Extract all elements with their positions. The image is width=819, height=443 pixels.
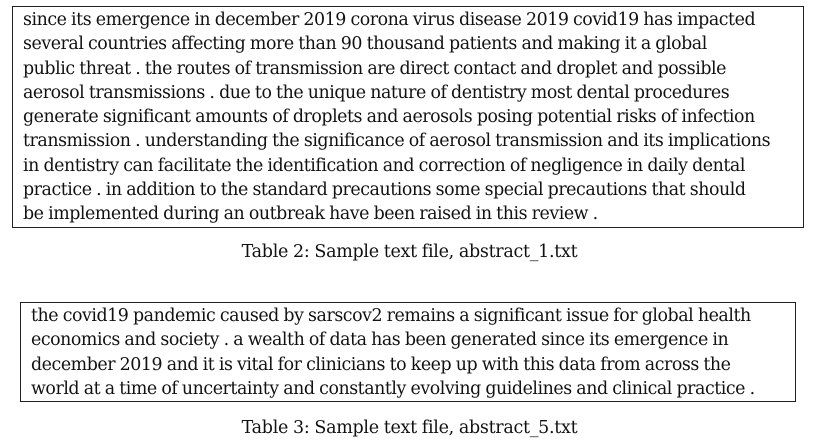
sample-text-table-abstract-1: [12, 6, 804, 228]
text-line: aerosol transmissions . due to the unique nature of dentistry most dental procedures: [23, 82, 730, 103]
table-caption: Table 2: Sample text file, abstract_1.txt: [241, 242, 578, 262]
text-line: be implemented during an outbreak have been raised in this review .: [23, 204, 598, 225]
text-line: several countries affecting more than 90 thousand patients and making it a global: [23, 34, 707, 55]
text-line: economics and society . a wealth of data has been generated since its emergence in: [31, 330, 729, 351]
table-caption: Table 3: Sample text file, abstract_5.txt: [241, 418, 578, 438]
text-line: december 2019 and it is vital for clinicians to keep up with this data from across the: [31, 354, 731, 375]
text-line: in dentistry can facilitate the identification and correction of negligence in daily dental: [23, 155, 745, 176]
text-line: world at a time of uncertainty and constantly evolving guidelines and clinical practice .: [31, 378, 755, 399]
text-line: public threat . the routes of transmission are direct contact and droplet and possible: [23, 58, 726, 79]
text-line: practice . in addition to the standard precautions some special precautions that should: [23, 180, 746, 201]
text-line: transmission . understanding the significance of aerosol transmission and its implications: [23, 131, 771, 152]
sample-text-table-abstract-5: [20, 302, 796, 402]
text-line: the covid19 pandemic caused by sarscov2 remains a significant issue for global health: [31, 306, 751, 326]
text-line: generate significant amounts of droplets and aerosols posing potential risks of infection: [23, 107, 755, 128]
text-line: since its emergence in december 2019 corona virus disease 2019 covid19 has impacted: [23, 10, 756, 30]
